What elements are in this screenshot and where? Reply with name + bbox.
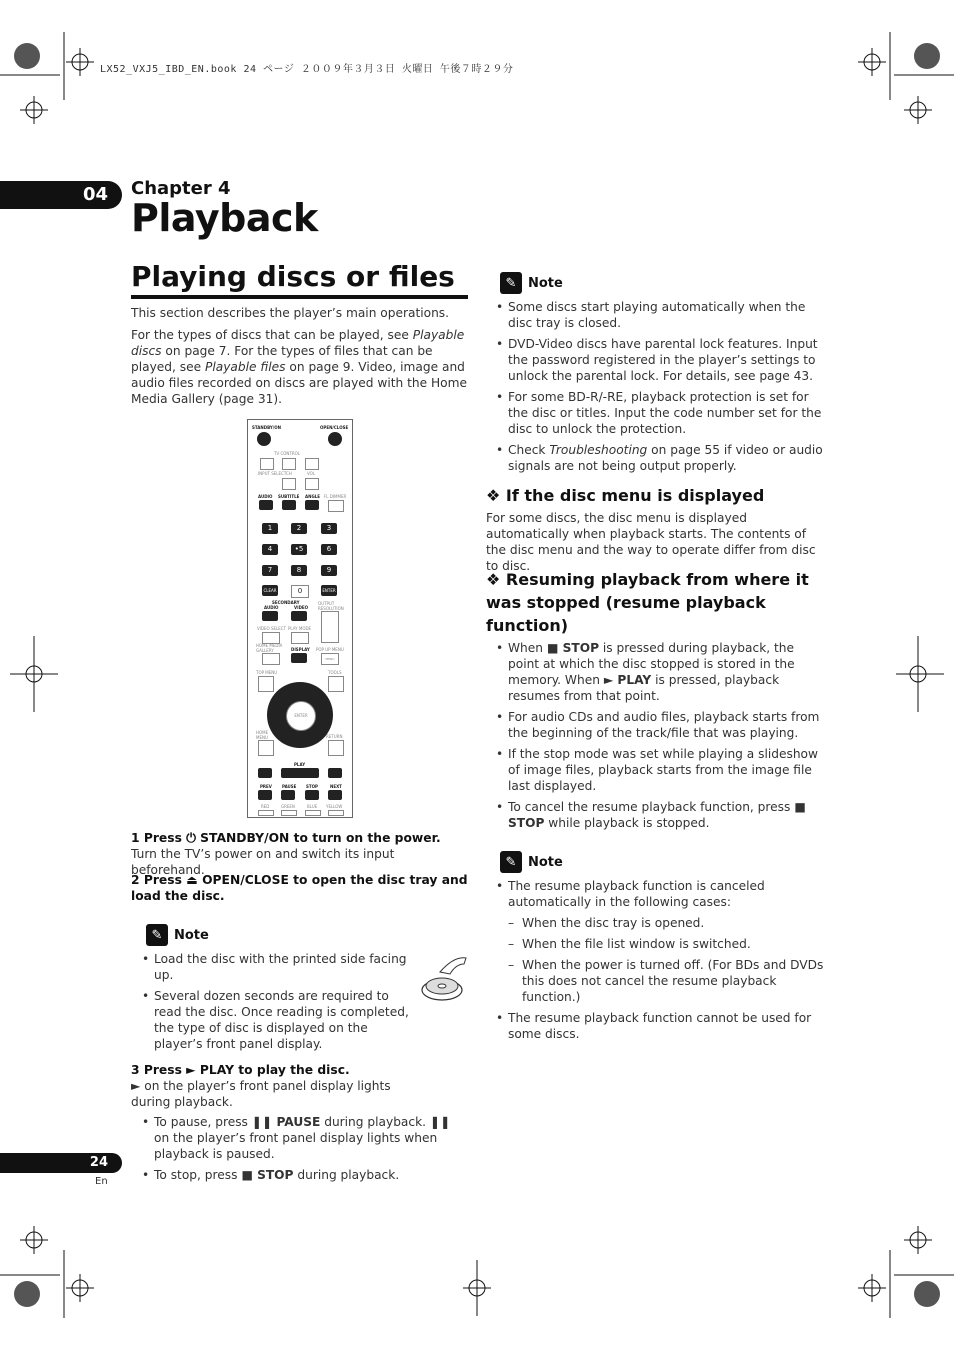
pencil-icon: ✎: [500, 272, 522, 294]
remote-label: DISPLAY: [291, 647, 310, 652]
resume-list: [494, 640, 824, 836]
tip-text: during playback.: [293, 1168, 400, 1182]
remote-label: RETURN: [326, 734, 343, 739]
tip-text: during playback. ❚❚ on the player’s front panel display lights when playback is paused.: [154, 1115, 451, 1161]
step-2-notes: [140, 951, 412, 1057]
chapter-title: Playback: [131, 196, 318, 240]
open-close-button: [328, 432, 342, 446]
heading-text: Resuming playback from where it was stopped (resume playback function): [486, 570, 809, 635]
remote-label: CH: [286, 471, 292, 476]
note-subitem: – When the disc tray is opened.: [494, 915, 824, 931]
pause-tip: [140, 1114, 468, 1162]
playable-files-ref: Playable files: [205, 360, 286, 374]
remote-label: VOL: [307, 471, 316, 476]
remote-label: STANDBY/ON: [252, 425, 281, 430]
note-item: • Several dozen seconds are required to read the disc. Once reading is completed, the type of disc is displayed on the player’s front panel display.: [140, 988, 412, 1052]
clear-button: CLEAR: [262, 585, 278, 596]
remote-key: 1: [262, 523, 278, 534]
resume-item: [494, 799, 824, 831]
stop-key: ■ STOP: [241, 1168, 294, 1182]
pencil-icon: ✎: [146, 924, 168, 946]
disc-loading-icon: [420, 952, 468, 1010]
resume-heading: [486, 568, 816, 637]
pencil-icon: ✎: [500, 851, 522, 873]
step-1-text: Turn the TV’s power on and switch its input beforehand.: [131, 847, 395, 877]
note-label: Note: [528, 854, 563, 870]
remote-key: 7: [262, 565, 278, 576]
remote-key: 8: [291, 565, 307, 576]
chapter-number-tab: 04: [0, 181, 122, 209]
note-subitem: – When the power is turned off. (For BDs and DVDs this does not cancel the resume playback function.): [494, 957, 824, 1005]
remote-control-illustration: [247, 419, 353, 818]
standby-button: [257, 432, 271, 446]
remote-key: 9: [321, 565, 337, 576]
note-item: • DVD-Video discs have parental lock features. Input the password registered in the player’s settings to unlock the parental lock. For details, see page 43.: [494, 336, 824, 384]
note-item: • For some BD-R/-RE, playback protection is set for the disc or titles. Input the code number set for the disc to unlock the protection.: [494, 389, 824, 437]
remote-label: OPEN/CLOSE: [320, 425, 349, 430]
item-text: When: [508, 641, 547, 655]
step-3-title: 3 Press ► PLAY to play the disc.: [131, 1063, 350, 1077]
intro-text: on page 7. For the types of files that can be played, see: [131, 344, 433, 374]
playable-discs-ref: Playable discs: [131, 328, 465, 358]
remote-label: TOOLS: [328, 670, 342, 675]
print-header: LX52_VXJ5_IBD_EN.book 24 ページ ２００９年３月３日 火曜日 午後７時２９分: [100, 64, 514, 75]
disc-menu-text: For some discs, the disc menu is displayed automatically when playback starts. The contents of the disc menu and the way to operate differ from disc to disc.: [486, 511, 816, 573]
page-number: 24: [0, 1153, 122, 1173]
menu-button: MENU: [321, 653, 339, 665]
remote-label: VIDEO SELECT: [257, 626, 287, 631]
language-label: En: [95, 1176, 108, 1187]
remote-label: ANGLE: [305, 494, 321, 499]
item-text: To cancel the resume playback function, press: [508, 800, 795, 814]
step-3-bullets: [140, 1114, 468, 1188]
remote-label: NEXT: [330, 784, 342, 789]
remote-label: VIDEO: [294, 605, 309, 610]
remote-label: RED: [261, 804, 270, 809]
note-1-list: [494, 299, 824, 479]
stop-key: ■ STOP: [508, 800, 806, 830]
remote-label: INPUT SELECT: [258, 471, 287, 476]
remote-label: AUDIO: [264, 605, 279, 610]
play-key: ► PLAY: [603, 673, 652, 687]
remote-label: YELLOW: [326, 804, 343, 809]
step-2-title: 2 Press ⏏ OPEN/CLOSE to open the disc tray and load the disc.: [131, 873, 468, 903]
remote-key: 3: [321, 523, 337, 534]
resume-item: • If the stop mode was set while playing a slideshow of image files, playback starts from the image file last displayed.: [494, 746, 824, 794]
heading-text: If the disc menu is displayed: [505, 486, 765, 505]
note-item: • Load the disc with the printed side facing up.: [140, 951, 412, 983]
zero-button: 0: [291, 585, 309, 598]
note-text: Check: [508, 443, 550, 457]
tip-text: To stop, press: [154, 1168, 242, 1182]
note-text: on page 55 if video or audio signals are not being output properly.: [508, 443, 823, 473]
remote-label: PREV: [260, 784, 272, 789]
stop-key: ■ STOP: [546, 641, 600, 655]
diamond-bullet-icon: ❖: [486, 570, 506, 589]
intro-text: For the types of discs that can be played, see: [131, 328, 413, 342]
item-text: while playback is stopped.: [544, 816, 710, 830]
troubleshooting-ref: Troubleshooting: [549, 443, 648, 457]
remote-key: 4: [262, 544, 278, 555]
remote-label: HOME MENU: [256, 730, 269, 740]
disc-menu-heading: [486, 484, 826, 507]
remote-label: TV CONTROL: [274, 451, 300, 456]
note-1-heading: [500, 272, 563, 294]
step-2-note-heading: [146, 924, 209, 946]
note-label: Note: [174, 927, 209, 943]
remote-label: GREEN: [281, 804, 295, 809]
note-item: • The resume playback function is canceled automatically in the following cases:: [494, 878, 824, 910]
remote-key: 6: [321, 544, 337, 555]
section-title: Playing discs or files: [131, 260, 468, 299]
remote-label: AUDIO: [258, 494, 273, 499]
note-label: Note: [528, 275, 563, 291]
intro-paragraph-1: This section describes the player’s main operations.: [131, 306, 450, 320]
stop-tip: [140, 1167, 468, 1183]
chapter-label: Chapter 4: [131, 178, 231, 199]
diamond-bullet-icon: ❖: [486, 486, 506, 505]
note-subitem: – When the file list window is switched.: [494, 936, 824, 952]
step-1-title: 1 Press ⏻ STANDBY/ON to turn on the power.: [131, 831, 441, 845]
resume-item: • For audio CDs and audio files, playback starts from the beginning of the track/file that was playing.: [494, 709, 824, 741]
remote-label: PLAY: [294, 762, 306, 767]
step-3-text: ► on the player’s front panel display lights during playback.: [131, 1079, 391, 1109]
note-item: • Some discs start playing automatically when the disc tray is closed.: [494, 299, 824, 331]
item-text: is pressed, playback resumes from that point.: [508, 673, 780, 703]
remote-label: OUTPUT RESOLUTION: [318, 601, 344, 611]
remote-key: 2: [291, 523, 307, 534]
remote-label: PAUSE: [282, 784, 297, 789]
note-item: • The resume playback function cannot be used for some discs.: [494, 1010, 824, 1042]
remote-label: TOP MENU: [256, 670, 278, 675]
remote-label: BLUE: [307, 804, 318, 809]
remote-label: PLAY MODE: [288, 626, 312, 631]
resume-item: [494, 640, 824, 704]
dpad-enter: ENTER: [286, 701, 316, 731]
enter-button: ENTER: [321, 585, 337, 596]
tip-text: To pause, press: [154, 1115, 252, 1129]
remote-label: SECONDARY: [272, 600, 300, 605]
remote-key: •5: [291, 544, 307, 555]
note-item: [494, 442, 824, 474]
remote-label: STOP: [306, 784, 318, 789]
note-2-list: [494, 878, 824, 1047]
remote-label: SUBTITLE: [278, 494, 300, 499]
remote-label: HOME MEDIA GALLERY: [256, 643, 283, 653]
remote-label: POP UP MENU: [316, 647, 344, 652]
intro-paragraph-2: [131, 327, 468, 407]
note-2-heading: [500, 851, 563, 873]
pause-key: ❚❚ PAUSE: [251, 1115, 321, 1129]
remote-label: FL DIMMER: [324, 494, 347, 499]
item-text: is pressed during playback, the point at which the disc stopped is stored in the memory. When: [508, 641, 795, 687]
intro-text: on page 9. Video, image and audio files recorded on discs are played with the Home Media Gallery (page 31).: [131, 360, 468, 406]
